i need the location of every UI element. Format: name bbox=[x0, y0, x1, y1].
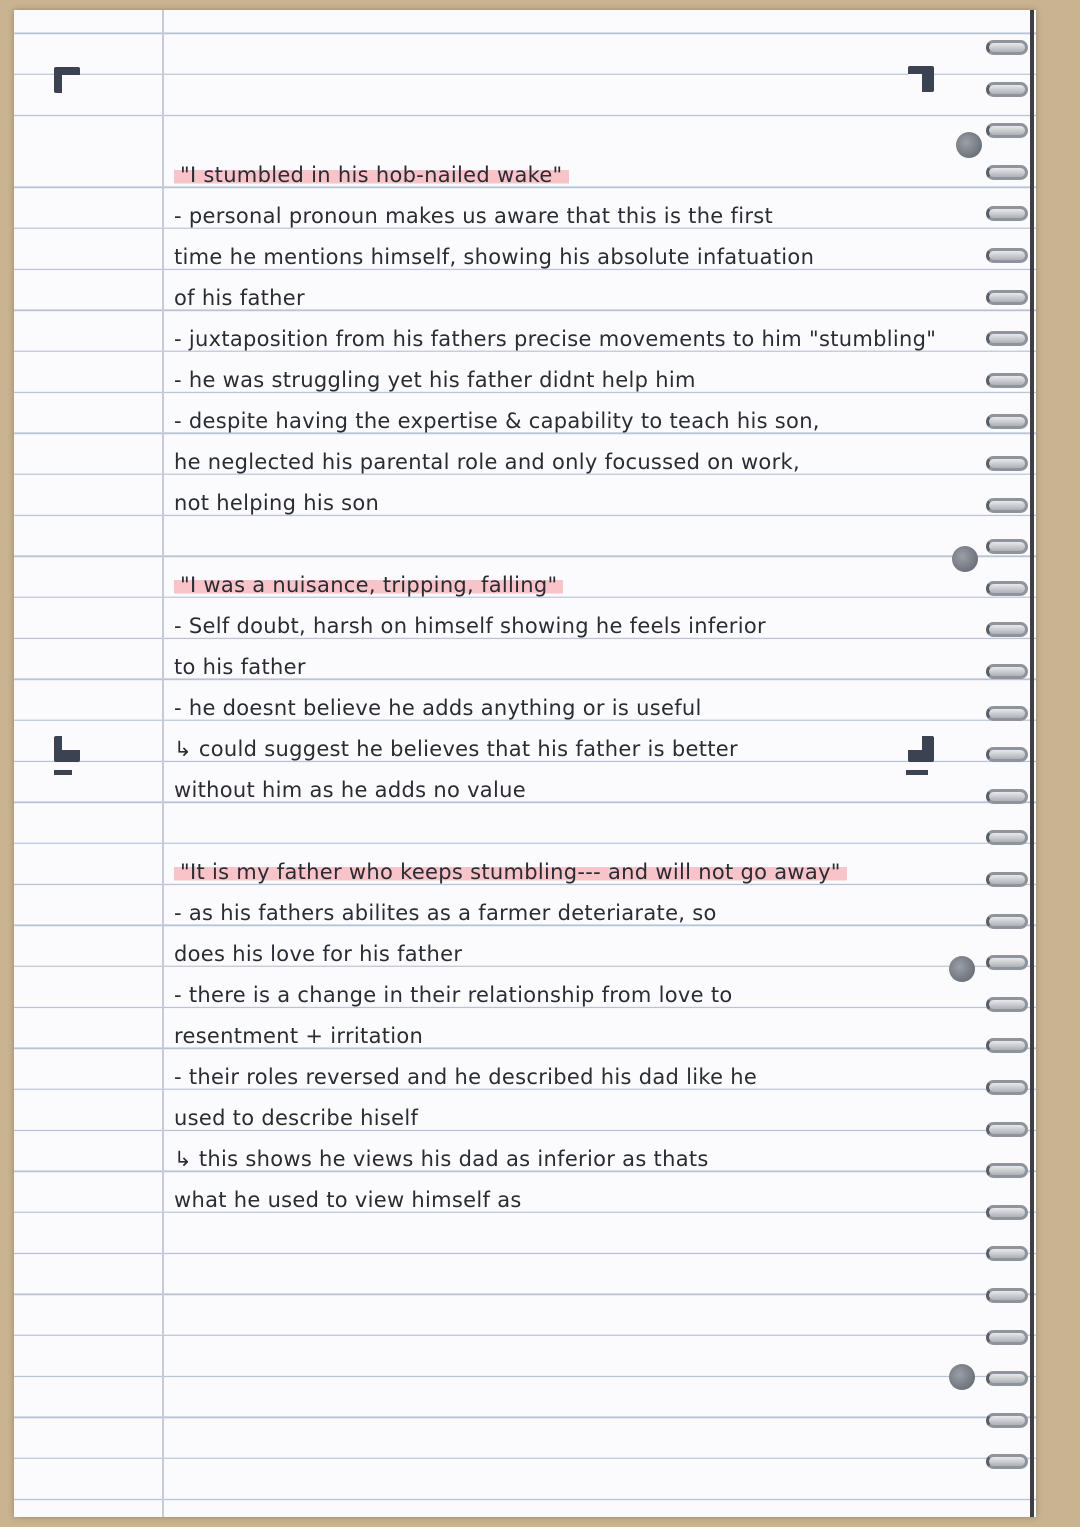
section-1-line: - personal pronoun makes us aware that this is the first bbox=[174, 204, 774, 228]
section-3-line: resentment + irritation bbox=[174, 1024, 424, 1048]
section-3-line: - there is a change in their relationship from love to bbox=[174, 983, 733, 1007]
spiral-coil-icon bbox=[986, 1080, 1028, 1095]
section-3-line: ↳ this shows he views his dad as inferior as thats bbox=[174, 1147, 709, 1171]
corner-marker-bottom-right-icon bbox=[908, 736, 934, 762]
corner-marker-bottom-left-dash-icon bbox=[54, 770, 72, 775]
spiral-binding bbox=[980, 10, 1036, 1517]
section-2-line: ↳ could suggest he believes that his father is better bbox=[174, 737, 738, 761]
spiral-coil-icon bbox=[986, 1205, 1028, 1220]
section-1-line: - juxtaposition from his fathers precise movements to him "stumbling" bbox=[174, 327, 937, 351]
spiral-coil-icon bbox=[986, 706, 1028, 721]
punch-hole-icon bbox=[956, 132, 982, 158]
spiral-coil-icon bbox=[986, 789, 1028, 804]
section-3-quote: "It is my father who keeps stumbling--- and will not go away" bbox=[174, 852, 847, 892]
spiral-coil-icon bbox=[986, 1413, 1028, 1428]
spiral-coil-icon bbox=[986, 830, 1028, 845]
spiral-coil-icon bbox=[986, 997, 1028, 1012]
corner-marker-bottom-left-icon bbox=[54, 736, 80, 762]
spiral-coil-icon bbox=[986, 290, 1028, 305]
spiral-coil-icon bbox=[986, 539, 1028, 554]
spiral-coil-icon bbox=[986, 872, 1028, 887]
section-3-line: does his love for his father bbox=[174, 942, 463, 966]
notebook-page bbox=[14, 10, 1036, 1517]
margin-line bbox=[162, 10, 164, 1517]
spiral-coil-icon bbox=[986, 581, 1028, 596]
section-3-line: what he used to view himself as bbox=[174, 1188, 522, 1212]
spiral-coil-icon bbox=[986, 248, 1028, 263]
section-2-line: - Self doubt, harsh on himself showing he feels inferior bbox=[174, 614, 766, 638]
section-1-line: he neglected his parental role and only focussed on work, bbox=[174, 450, 800, 474]
spiral-coil-icon bbox=[986, 1038, 1028, 1053]
section-1-line: - despite having the expertise & capability to teach his son, bbox=[174, 409, 820, 433]
corner-marker-bottom-right-dash-icon bbox=[906, 770, 928, 775]
section-2-line: without him as he adds no value bbox=[174, 778, 526, 802]
spiral-coil-icon bbox=[986, 1454, 1028, 1469]
spiral-coil-icon bbox=[986, 955, 1028, 970]
spiral-coil-icon bbox=[986, 40, 1028, 55]
spiral-edge bbox=[1030, 10, 1034, 1517]
section-3-line: used to describe hiself bbox=[174, 1106, 419, 1130]
section-1-line: - he was struggling yet his father didnt help him bbox=[174, 368, 696, 392]
spiral-coil-icon bbox=[986, 373, 1028, 388]
section-3-line: - as his fathers abilites as a farmer deteriarate, so bbox=[174, 901, 717, 925]
punch-hole-icon bbox=[952, 546, 978, 572]
spiral-coil-icon bbox=[986, 622, 1028, 637]
punch-hole-icon bbox=[949, 1364, 975, 1390]
spiral-coil-icon bbox=[986, 747, 1028, 762]
spiral-coil-icon bbox=[986, 123, 1028, 138]
spiral-coil-icon bbox=[986, 165, 1028, 180]
spiral-coil-icon bbox=[986, 498, 1028, 513]
section-2-line: - he doesnt believe he adds anything or is useful bbox=[174, 696, 702, 720]
section-3-line: - their roles reversed and he described his dad like he bbox=[174, 1065, 758, 1089]
spiral-coil-icon bbox=[986, 82, 1028, 97]
spiral-coil-icon bbox=[986, 1122, 1028, 1137]
spiral-coil-icon bbox=[986, 331, 1028, 346]
corner-marker-top-left-icon bbox=[54, 67, 80, 93]
section-2-line: to his father bbox=[174, 655, 306, 679]
spiral-coil-icon bbox=[986, 914, 1028, 929]
section-1-line: time he mentions himself, showing his absolute infatuation bbox=[174, 245, 815, 269]
punch-hole-icon bbox=[949, 956, 975, 982]
section-2-quote: "I was a nuisance, tripping, falling" bbox=[174, 565, 563, 605]
corner-marker-top-right-icon bbox=[908, 66, 934, 92]
section-1-line: not helping his son bbox=[174, 491, 380, 515]
spiral-coil-icon bbox=[986, 206, 1028, 221]
section-1-line: of his father bbox=[174, 286, 305, 310]
section-1-quote: "I stumbled in his hob-nailed wake" bbox=[174, 155, 569, 195]
spiral-coil-icon bbox=[986, 1371, 1028, 1386]
spiral-coil-icon bbox=[986, 1163, 1028, 1178]
spiral-coil-icon bbox=[986, 1288, 1028, 1303]
spiral-coil-icon bbox=[986, 1246, 1028, 1261]
spiral-coil-icon bbox=[986, 1330, 1028, 1345]
spiral-coil-icon bbox=[986, 664, 1028, 679]
spiral-coil-icon bbox=[986, 456, 1028, 471]
spiral-coil-icon bbox=[986, 414, 1028, 429]
